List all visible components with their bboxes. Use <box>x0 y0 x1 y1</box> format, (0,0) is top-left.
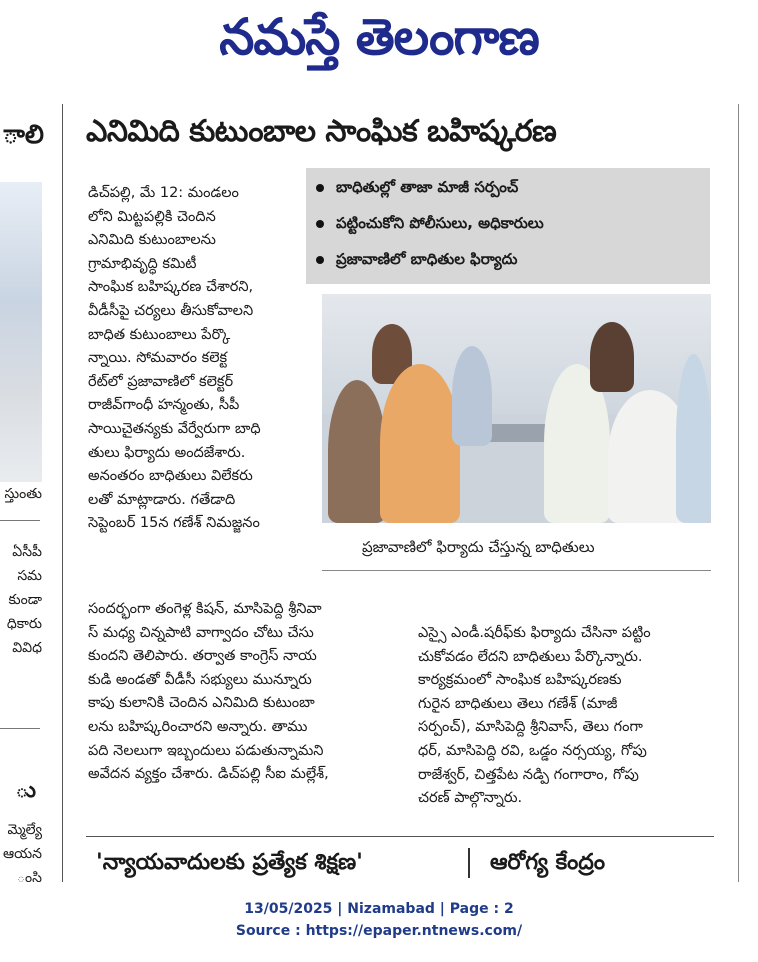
body-line: తులు ఫిర్యాదు అందజేశారు. <box>88 444 246 461</box>
body-line: కుందని తెలిపారు. తర్వాత కాంగ్రెస్ నాయ <box>88 648 317 665</box>
adjacent-text-line: ధికారు <box>6 616 42 632</box>
body-line: సెప్టెంబర్ 15న గణేశ్ నిమజ్జనం <box>88 515 260 532</box>
body-line: లతో మాట్లాడారు. గతేడాది <box>88 491 236 508</box>
adjacent-rule <box>0 728 40 729</box>
headline-separator <box>468 848 470 878</box>
edition-info: 13/05/2025 | Nizamabad | Page : 2 <box>244 901 514 917</box>
body-line: గురైన బాధితులు తెలు గణేశ్ (మాజీ <box>418 695 618 712</box>
body-line: లోని మిట్టపల్లికి చెందిన <box>88 208 216 225</box>
body-line: కుడి అండతో వీడీసీ సభ్యులు మున్నూరు <box>88 671 312 688</box>
body-line: ఎనిమిది కుటుంబాలను <box>88 232 216 249</box>
photo-person <box>328 380 386 523</box>
next-article-headline: 'న్యాయవాదులకు ప్రత్యేక శిక్షణ' <box>96 850 363 875</box>
body-line: అవేదన వ్యక్తం చేశారు. డిచ్‌పల్లి సీఐ మల్లేశ్, <box>88 766 329 783</box>
highlights-box <box>306 168 710 284</box>
adjacent-text-line: వివిధ <box>12 640 42 656</box>
body-line: సాంఘిక బహిష్కరణ చేశారని, <box>88 279 254 296</box>
photo-person <box>452 346 492 446</box>
article-column-3 <box>418 622 714 811</box>
highlight-item <box>316 214 544 236</box>
adjacent-photo <box>0 182 42 482</box>
source-footer <box>0 898 758 942</box>
body-line: చరణ్ పాల్గొన్నారు. <box>418 790 523 807</box>
body-line: సందర్భంగా తంగెళ్ల కిషన్, మాసిపెద్ది శ్రీనివా <box>88 601 322 617</box>
body-line: రాజేశ్వర్, చిత్తపేట నడ్పి గంగారాం, గోపు <box>418 766 639 783</box>
body-line: చుకోవడం లేదని బాధితులు పేర్కొన్నారు. <box>418 648 643 665</box>
adjacent-text-line: ఆయన <box>2 846 42 862</box>
photo-person <box>380 364 460 523</box>
adjacent-text-line: మ్మెల్యే <box>7 822 42 838</box>
body-line: న్నాయి. సోమవారం కలెక్ట <box>88 350 228 367</box>
photo-caption: ప్రజావాణిలో ఫిర్యాదు చేస్తున్న బాధితులు <box>362 538 595 556</box>
photo-person <box>676 354 711 523</box>
highlight-item <box>316 250 517 272</box>
adjacent-rule <box>0 520 40 521</box>
body-line: సర్పంచ్), మాసిపెద్ది శ్రీనివాస్, తెలు గంగా <box>418 719 643 736</box>
article-column-1 <box>88 182 308 536</box>
section-divider <box>86 836 714 837</box>
adjacent-caption-fragment: స్తుంతు <box>4 486 42 502</box>
source-url: Source : https://epaper.ntnews.com/ <box>235 923 523 939</box>
adjacent-text-line: ంసి <box>16 870 42 882</box>
body-line: పది నెలలుగా ఇబ్బందులు పడుతున్నామని <box>88 742 324 759</box>
column-divider-right <box>738 104 739 882</box>
next-article-headline-2: ఆరోగ్య కేంద్రం <box>490 850 605 875</box>
body-line: కార్యక్రమంలో సాంఘిక బహిష్కరణకు <box>418 672 622 689</box>
body-line: స్ మధ్య చిన్నపాటి వాగ్వాదం చోటు చేసు <box>88 624 314 641</box>
body-line: సాయిచైతన్యకు వేర్వేరుగా బాధి <box>88 420 261 437</box>
highlight-item <box>316 178 518 200</box>
bullet-dot-icon <box>316 256 324 264</box>
body-line: ఎస్సై ఎండీ.షరీఫ్‌కు ఫిర్యాదు చేసినా పట్టిం <box>418 625 651 641</box>
body-line: ధర్, మాసిపెద్ది రవి, ఒడ్డం నర్సయ్య, గోపు <box>418 742 647 759</box>
article-photo <box>322 294 711 523</box>
bullet-dot-icon <box>316 184 324 192</box>
adjacent-text-line: సమ <box>17 568 42 584</box>
masthead-title: నమస్తే తెలంగాణ <box>219 7 539 66</box>
highlight-text: పట్టించుకోని పోలీసులు, అధికారులు <box>336 214 544 232</box>
masthead <box>0 0 758 86</box>
newspaper-clipping <box>0 96 742 882</box>
body-line: లను బహిష్కరించారని అన్నారు. తాము <box>88 718 308 735</box>
highlight-text: ప్రజావాణిలో బాధితుల ఫిర్యాదు <box>336 250 518 268</box>
bullet-dot-icon <box>316 220 324 228</box>
body-line: వీడీసీపై చర్యలు తీసుకోవాలని <box>88 302 254 319</box>
highlight-text: బాధితుల్లో తాజా మాజీ సర్పంచ్ <box>336 178 519 196</box>
caption-rule <box>322 570 711 571</box>
body-line: గ్రామాభివృద్ధి కమిటీ <box>88 255 197 272</box>
body-line: డిచ్‌పల్లి, మే 12: మండలం <box>88 185 239 201</box>
article-headline: ఎనిమిది కుటుంబాల సాంఘిక బహిష్కరణ <box>86 114 557 149</box>
body-line: కాపు కులానికి చెందిన ఎనిమిది కుటుంబా <box>88 695 315 712</box>
article-column-2 <box>88 598 388 787</box>
adjacent-headline2-fragment: ు <box>15 778 36 803</box>
column-divider <box>62 104 63 882</box>
adjacent-article-fragment <box>0 96 50 882</box>
body-line: అనంతరం బాధితులు విలేకరు <box>88 468 253 485</box>
photo-person <box>590 322 634 392</box>
adjacent-headline-fragment: ాలి <box>3 120 44 150</box>
body-line: బాధిత కుటుంబాలు పేర్కొ <box>88 326 231 343</box>
adjacent-text-line: ఏసీపీ <box>12 544 42 560</box>
adjacent-text-line: కుండా <box>8 592 42 608</box>
body-line: రాజీవ్‌గాంధీ హన్మంతు, సీపీ <box>88 397 240 414</box>
body-line: రేట్‌లో ప్రజావాణిలో కలెక్టర్ <box>88 373 234 390</box>
